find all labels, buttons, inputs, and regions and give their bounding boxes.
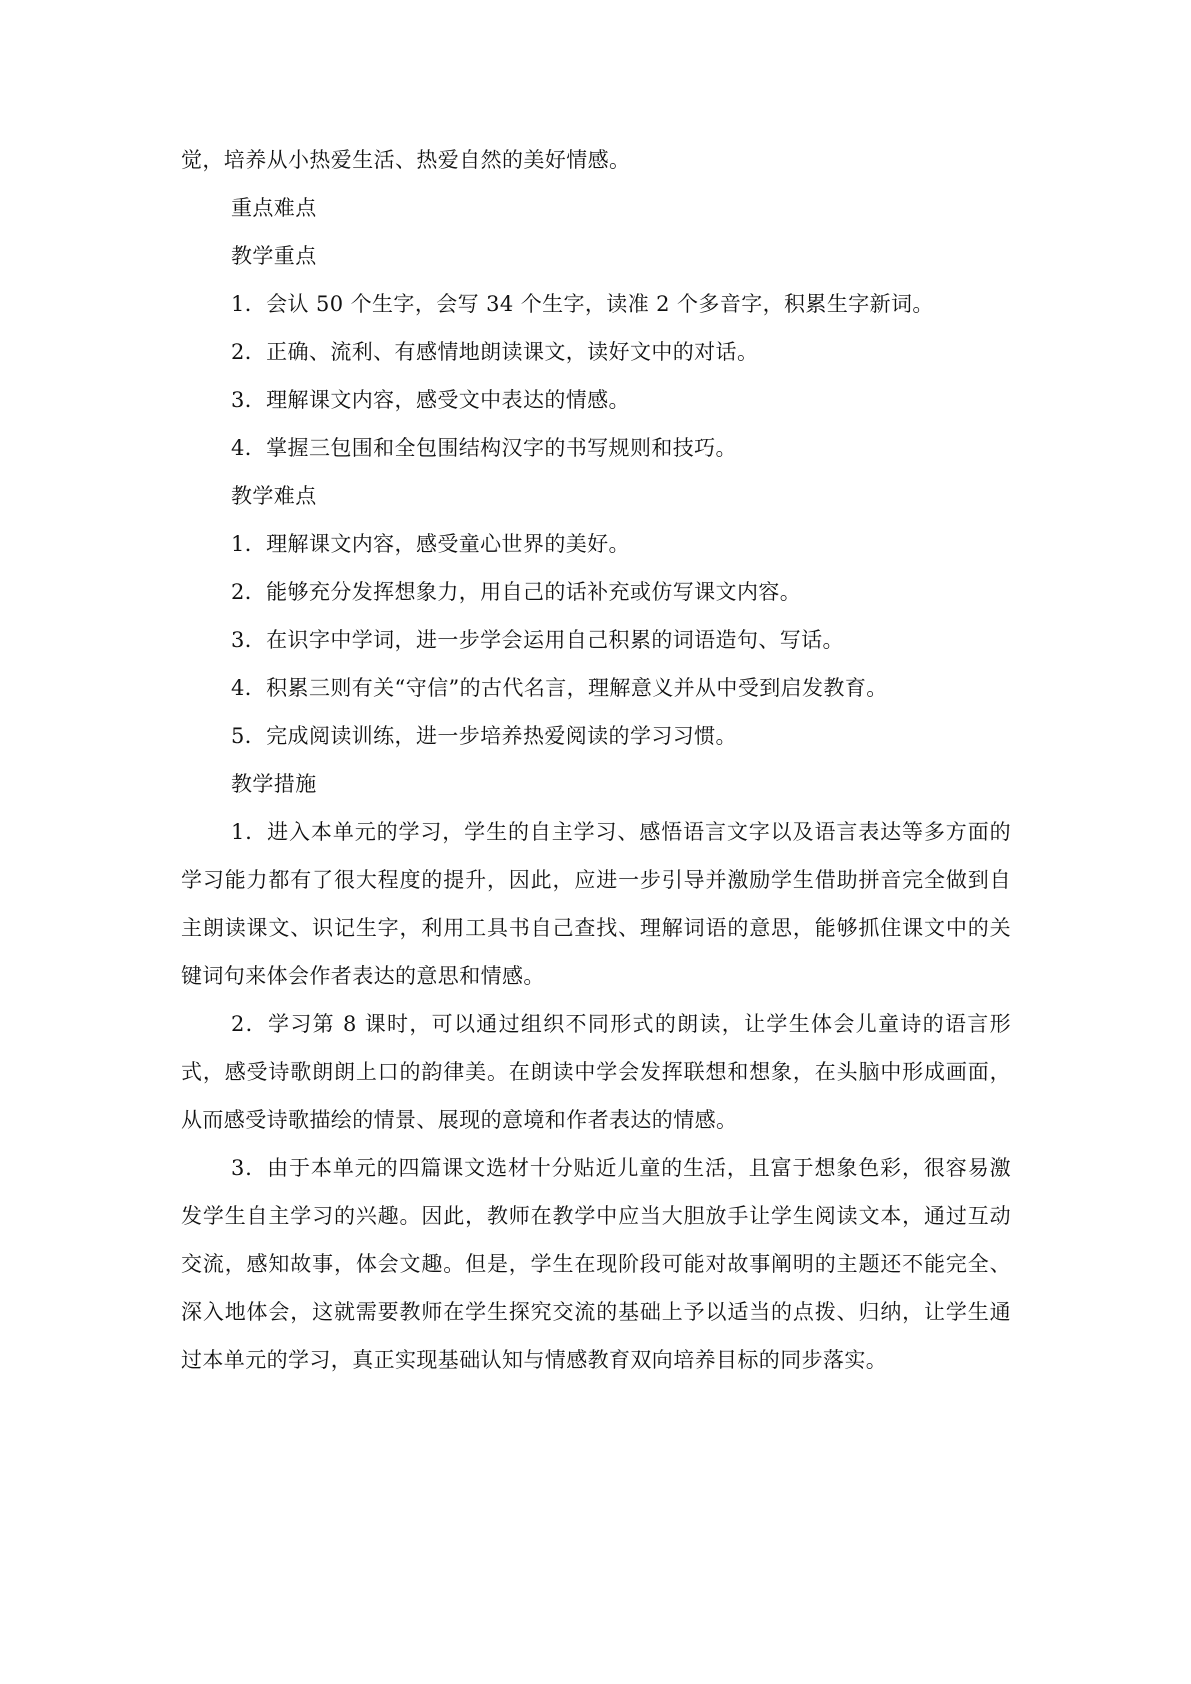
difficulty-item: 2．能够充分发挥想象力，用自己的话补充或仿写课文内容。 [231,580,802,604]
focus-item: 3．理解课文内容，感受文中表达的情感。 [231,388,630,412]
focus-item: 2．正确、流利、有感情地朗读课文，读好文中的对话。 [231,340,759,364]
measure-paragraph: 2．学习第 8 课时，可以通过组织不同形式的朗读，让学生体会儿童诗的语言形式，感受诗歌朗朗上口的韵律美。在朗读中学会发挥联想和想象，在头脑中形成画面，从而感受诗歌描绘的情景、展现的意境和作者表达的情感。 [181,1012,1011,1132]
difficulty-item: 5．完成阅读训练，进一步培养热爱阅读的学习习惯。 [231,724,737,748]
difficulty-item: 1．理解课文内容，感受童心世界的美好。 [231,532,630,556]
heading-teaching-difficulty: 教学难点 [231,484,317,508]
difficulty-item: 3．在识字中学词，进一步学会运用自己积累的词语造句、写话。 [231,628,844,652]
document-body [181,136,1011,1384]
measure-paragraph: 1．进入本单元的学习，学生的自主学习、感悟语言文字以及语言表达等多方面的学习能力都有了很大程度的提升，因此，应进一步引导并激励学生借助拼音完全做到自主朗读课文、识记生字，利用工具书自己查找、理解词语的意思，能够抓住课文中的关键词句来体会作者表达的意思和情感。 [181,820,1011,988]
heading-key-difficult: 重点难点 [231,196,317,220]
focus-item: 1．会认 50 个生字，会写 34 个生字，读准 2 个多音字，积累生字新词。 [231,292,934,316]
measure-paragraph: 3．由于本单元的四篇课文选材十分贴近儿童的生活，且富于想象色彩，很容易激发学生自主学习的兴趣。因此，教师在教学中应当大胆放手让学生阅读文本，通过互动交流，感知故事，体会文趣。但是，学生在现阶段可能对故事阐明的主题还不能完全、深入地体会，这就需要教师在学生探究交流的基础上予以适当的点拨、归纳，让学生通过本单元的学习，真正实现基础认知与情感教育双向培养目标的同步落实。 [181,1156,1011,1372]
heading-teaching-focus: 教学重点 [231,244,317,268]
difficulty-item: 4．积累三则有关“守信”的古代名言，理解意义并从中受到启发教育。 [231,676,888,700]
focus-item: 4．掌握三包围和全包围结构汉字的书写规则和技巧。 [231,436,737,460]
heading-teaching-measures: 教学措施 [231,772,317,796]
opening-line: 觉，培养从小热爱生活、热爱自然的美好情感。 [181,148,631,172]
